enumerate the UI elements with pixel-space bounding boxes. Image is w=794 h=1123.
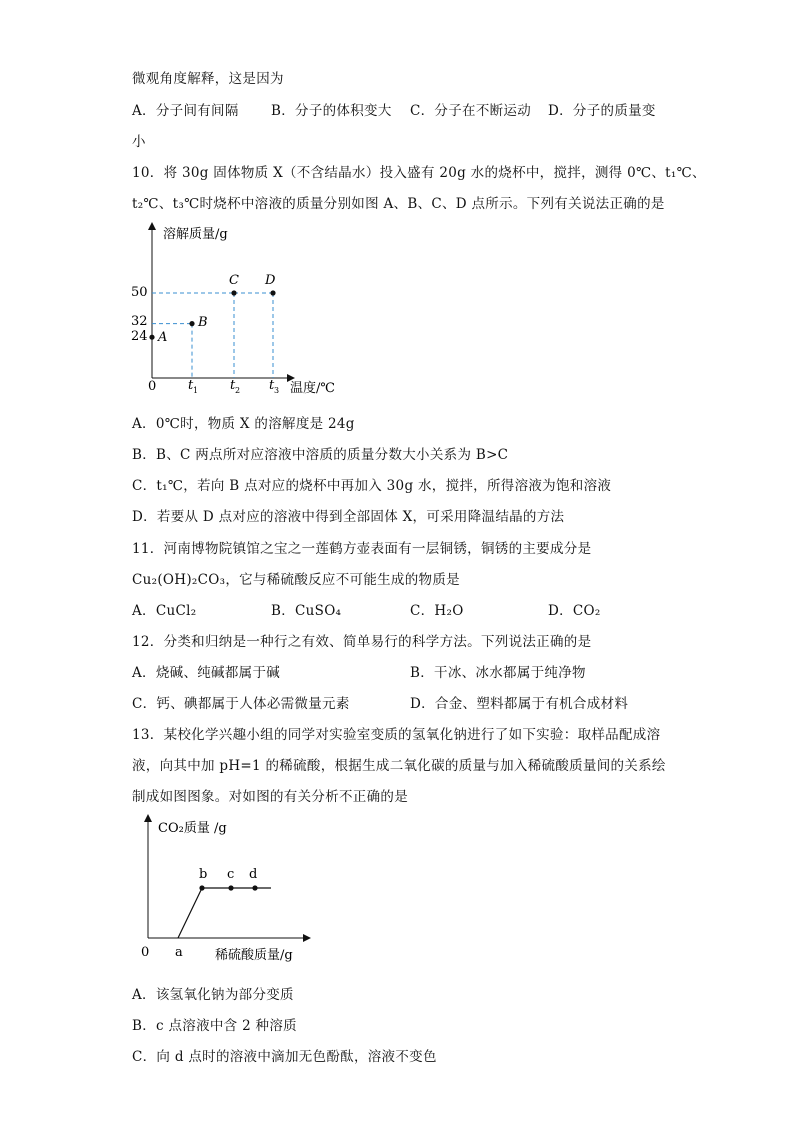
q10-option-a: A．0℃时，物质 X 的溶解度是 24g xyxy=(132,416,355,432)
q10-point-B xyxy=(189,321,194,326)
q9-option-c: C．分子在不断运动 xyxy=(410,103,532,119)
q13-label-d: d xyxy=(249,867,258,882)
svg-text:1: 1 xyxy=(193,386,199,395)
q10-label-A: A xyxy=(158,330,168,345)
q9-text: 微观角度解释，这是因为 xyxy=(132,71,284,87)
q10-ylabel: 溶解质量/g xyxy=(163,227,228,242)
q13-label-b: b xyxy=(199,867,208,882)
q10-option-d: D．若要从 D 点对应的溶液中得到全部固体 X，可采用降温结晶的方法 xyxy=(132,509,565,525)
q10-origin: 0 xyxy=(148,379,157,394)
q10-chart xyxy=(125,222,355,402)
q11-option-d: D．CO₂ xyxy=(548,603,601,619)
q13-xlabel: 稀硫酸质量/g xyxy=(215,948,293,963)
q13-label-c: c xyxy=(227,867,235,882)
q13-stem-line1: 13．某校化学兴趣小组的同学对实验室变质的氢氧化钠进行了如下实验：取样品配成溶 xyxy=(132,727,661,743)
svg-text:t: t xyxy=(230,378,236,393)
svg-text:3: 3 xyxy=(274,386,280,395)
q10-point-C xyxy=(231,290,236,295)
q13-option-c: C．向 d 点时的溶液中滴加无色酚酞，溶液不变色 xyxy=(132,1049,437,1065)
q12-option-a: A．烧碱、纯碱都属于碱 xyxy=(132,665,281,681)
q13-point-b xyxy=(199,885,204,890)
q10-option-b: B．B、C 两点所对应溶液中溶质的质量分数大小关系为 B>C xyxy=(132,447,509,463)
q10-xtick-t2 xyxy=(230,378,240,395)
q11-option-a: A．CuCl₂ xyxy=(132,603,197,619)
q13-chart xyxy=(135,812,315,968)
q10-label-C: C xyxy=(229,273,239,288)
svg-text:2: 2 xyxy=(235,386,241,395)
q10-point-A xyxy=(149,335,154,340)
q10-point-D xyxy=(270,290,275,295)
q10-ytick-32: 32 xyxy=(131,314,148,329)
q9-option-a: A．分子间有间隔 xyxy=(132,103,239,119)
q10-label-D: D xyxy=(265,273,276,288)
q12-option-b: B．干冰、冰水都属于纯净物 xyxy=(410,665,586,681)
q12-stem: 12．分类和归纳是一种行之有效、简单易行的科学方法。下列说法正确的是 xyxy=(132,634,592,650)
q10-xlabel: 温度/℃ xyxy=(290,381,335,396)
q11-stem-line1: 11．河南博物院镇馆之宝之一莲鹤方壶表面有一层铜锈，铜锈的主要成分是 xyxy=(132,541,592,557)
q9-option-b: B．分子的体积变大 xyxy=(271,103,392,119)
q10-ytick-24: 24 xyxy=(131,329,148,344)
q13-point-c xyxy=(228,885,233,890)
q11-stem-line2: Cu₂(OH)₂CO₃，它与稀硫酸反应不可能生成的物质是 xyxy=(132,572,460,588)
q10-stem-line2: t₂℃、t₃℃时烧杯中溶液的质量分别如图 A、B、C、D 点所示。下列有关说法正确的是 xyxy=(132,196,665,212)
q12-option-d: D．合金、塑料都属于有机合成材料 xyxy=(410,696,629,712)
svg-text:t: t xyxy=(188,378,194,393)
q9-option-d-wrap: 小 xyxy=(132,134,146,150)
q10-ytick-50: 50 xyxy=(131,285,148,300)
q13-stem-line2: 液，向其中加 pH=1 的稀硫酸，根据生成二氧化碳的质量与加入稀硫酸质量间的关系绘 xyxy=(132,758,666,774)
q13-curve xyxy=(178,888,271,938)
q10-xtick-t1 xyxy=(188,378,198,395)
q13-label-a: a xyxy=(175,945,183,960)
svg-text:t: t xyxy=(269,378,275,393)
q13-option-b: B．c 点溶液中含 2 种溶质 xyxy=(132,1018,297,1034)
q13-stem-line3: 制成如图图象。对如图的有关分析不正确的是 xyxy=(132,789,408,805)
q11-option-c: C．H₂O xyxy=(410,603,464,619)
q13-point-d xyxy=(252,885,257,890)
q13-origin: 0 xyxy=(141,945,150,960)
q10-xtick-t3 xyxy=(269,378,279,395)
q10-option-c: C．t₁℃，若向 B 点对应的烧杯中再加入 30g 水，搅拌，所得溶液为饱和溶液 xyxy=(132,478,612,494)
q12-option-c: C．钙、碘都属于人体必需微量元素 xyxy=(132,696,350,712)
q13-ylabel: CO₂质量 /g xyxy=(158,821,227,836)
q10-stem-line1: 10．将 30g 固体物质 X（不含结晶水）投入盛有 20g 水的烧杯中，搅拌，测得 0℃、t₁℃、 xyxy=(132,165,706,181)
q13-option-a: A．该氢氧化钠为部分变质 xyxy=(132,987,294,1003)
q10-label-B: B xyxy=(198,315,208,330)
q11-option-b: B．CuSO₄ xyxy=(271,603,342,619)
q9-option-d: D．分子的质量变 xyxy=(548,103,656,119)
